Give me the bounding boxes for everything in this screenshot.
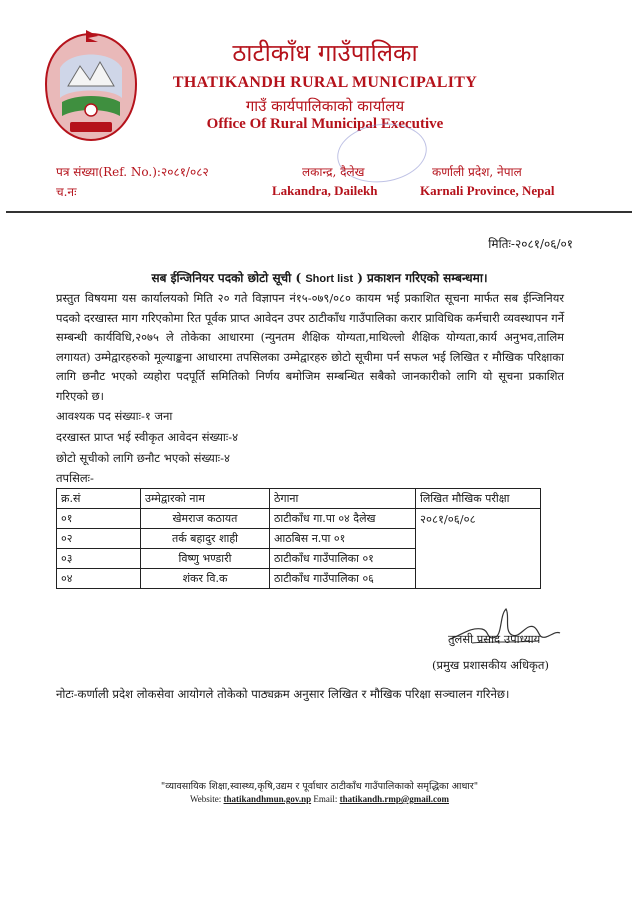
accepted-applications: दरखास्त प्राप्त भई स्वीकृत आवेदन संख्याः-४ [56, 430, 239, 444]
email-link[interactable]: thatikandh.rmp@gmail.com [339, 794, 449, 804]
province-np: कर्णाली प्रदेश, नेपाल [432, 165, 522, 179]
footer-motto: "व्यावसायिक शिक्षा,स्वास्थ्य,कृषि,उद्यम र पूर्वाधार ठाटीकाँध गाउँपालिकाको समृद्धिका आधार" [160, 781, 479, 792]
footer-contact [0, 794, 639, 804]
place-np: लकान्द्र, दैलेख [302, 165, 365, 179]
table-cell-exam-date: २०८१/०६/०८ [416, 509, 541, 589]
table-cell-serial: ०२ [57, 529, 141, 549]
signatory-title: (प्रमुख प्रशासकीय अधिकृत) [432, 658, 549, 672]
table-cell-name: खेमराज कठायत [141, 509, 270, 529]
subject-line [0, 269, 639, 286]
shortlist-table [56, 488, 541, 589]
table-header-address: ठेगाना [270, 489, 416, 509]
place-en: Lakandra, Dailekh [272, 183, 378, 198]
subject-text-before: सब ईन्जिनियर पदको छोटो सूची ( [151, 271, 302, 285]
table-cell-name: तर्क बहादुर शाही [141, 529, 270, 549]
table-cell-address: ठाटीकाँध गाउँपालिका ०१ [270, 549, 416, 569]
subject-short-list: Short list [305, 273, 354, 285]
subject-text-after: ) प्रकाशन गरिएको सम्बन्धमा। [357, 271, 488, 285]
table-cell-name: शंकर वि.क [141, 569, 270, 589]
details-label: तपसिलः- [56, 471, 94, 485]
signatory-name: तुलसी प्रसाद उपाध्याय [448, 632, 541, 646]
website-label: Website: [190, 794, 222, 804]
table-cell-address: ठाटीकाँध गाउँपालिका ०६ [270, 569, 416, 589]
office-name-en: Office Of Rural Municipal Executive [206, 116, 444, 132]
table-cell-name: विष्णु भण्डारी [141, 549, 270, 569]
letterhead [0, 0, 639, 215]
table-cell-serial: ०४ [57, 569, 141, 589]
notice-body: प्रस्तुत विषयमा यस कार्यालयको मिति २० गते विज्ञापन नं१५-०७९/०८० कायम भई प्रकाशित सूचना मार्फत सब ईन्जिनियर पदको दरखास्त माग गरिएकोमा रित पूर्वक प्राप्त आवेदन उपर ठाटीकाँध गाउँपालिका करार प्राविधिक कर्मचारी व्यवस्थापन गर्ने सम्बन्धी कार्यविधि,२०७५ ले तोकेका आधारमा (न्युनतम शैक्षिक योग्यता,माथिल्लो शैक्षिक योग्यता,कार्य अनुभव,तालिम लगायत) उम्मेद्वारहरुको मूल्याङ्कना आधारमा तपसिलका उम्मेद्वारहरु छोटो सूचीमा पर्न सफल भई लिखित र मौखिक परिक्षाका लागि छनौट भएको व्यहोरा पदपूर्ति समितिको निर्णय बमोजिम सम्बन्धित सबैको जानकारीको लागि यो सूचना प्रकाशित गरिएको छ। [56, 291, 564, 403]
table-header-row [57, 489, 541, 509]
table-header-name: उम्मेद्वारको नाम [141, 489, 270, 509]
table-header-exam: लिखित मौखिक परीक्षा [416, 489, 541, 509]
province-en: Karnali Province, Nepal [420, 183, 555, 198]
signatory-stamp-icon [471, 643, 564, 689]
exam-note: नोटः-कर्णाली प्रदेश लोकसेवा आयोगले तोकेको पाठ्यक्रम अनुसार लिखित र मौखिक परिक्षा सञ्चालन गरिनेछ। [56, 687, 510, 701]
table-row [57, 509, 541, 529]
table-cell-serial: ०३ [57, 549, 141, 569]
shortlisted-count: छोटो सूचीको लागि छनौट भएको संख्याः-४ [56, 451, 230, 465]
office-name-np: गाउँ कार्यपालिकाको कार्यालय [245, 97, 405, 115]
email-label: Email: [313, 794, 338, 804]
municipality-name-np: ठाटीकाँध गाउँपालिका [232, 39, 418, 67]
letter-date: मितिः-२०८१/०६/०१ [488, 237, 573, 251]
table-cell-address: आठबिस न.पा ०१ [270, 529, 416, 549]
table-cell-serial: ०१ [57, 509, 141, 529]
required-posts: आवश्यक पद संख्याः-१ जना [56, 409, 173, 423]
header-divider [6, 211, 632, 213]
dispatch-number: च.नः [56, 185, 77, 199]
table-header-serial: क्र.सं [57, 489, 141, 509]
website-link[interactable]: thatikandhmun.gov.np [223, 794, 312, 804]
reference-number: पत्र संख्या(Ref. No.):२०८१/०८२ [56, 165, 209, 179]
nepal-emblem-icon [40, 28, 142, 146]
table-cell-address: ठाटीकाँध गा.पा ०४ दैलेख [270, 509, 416, 529]
municipality-name-en: THATIKANDH RURAL MUNICIPALITY [172, 74, 478, 91]
